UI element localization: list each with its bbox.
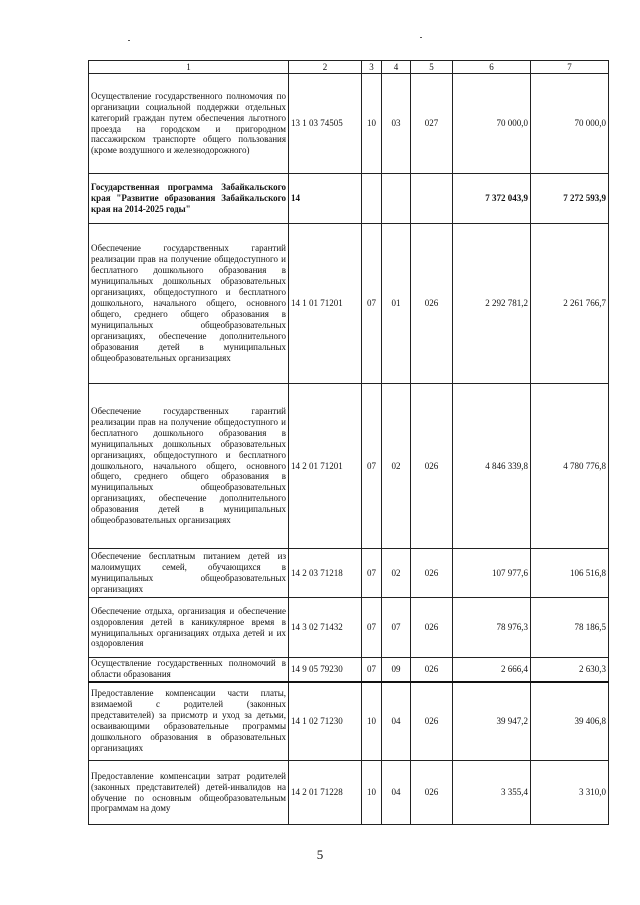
amount-year2-cell: 2 630,3	[531, 658, 609, 682]
table-row	[89, 549, 609, 598]
table-body	[89, 74, 609, 825]
target-code-cell: 14 1 02 71230	[289, 682, 362, 761]
section-cell: 07	[362, 598, 382, 658]
amount-year1-cell: 2 666,4	[453, 658, 531, 682]
target-code-cell: 14 3 02 71432	[289, 598, 362, 658]
table-row	[89, 761, 609, 825]
administrator-code-cell: 026	[411, 682, 453, 761]
row-name-cell: Осуществление государственного полномочия по организации социальной поддержки отдельных категорий граждан путем обеспечения льготного проезда на городском и пригородном пассажирском транспорте общего пользования (кроме воздушного и железнодорожного)	[89, 74, 289, 174]
amount-year2-cell: 4 780 776,8	[531, 384, 609, 549]
column-header-5: 5	[411, 61, 453, 74]
administrator-code-cell: 026	[411, 658, 453, 682]
amount-year1-cell: 2 292 781,2	[453, 224, 531, 384]
section-cell: 07	[362, 658, 382, 682]
subsection-cell: 02	[382, 384, 411, 549]
target-code-cell: 14 2 03 71218	[289, 549, 362, 598]
amount-year1-cell: 70 000,0	[453, 74, 531, 174]
amount-year1-cell: 3 355,4	[453, 761, 531, 825]
amount-year2-cell: 78 186,5	[531, 598, 609, 658]
row-name-cell: Обеспечение отдыха, организация и обеспечение оздоровления детей в каникулярное время в муниципальных организациях отдыха детей и их оздоровления	[89, 598, 289, 658]
table-row	[89, 224, 609, 384]
administrator-code-cell	[411, 174, 453, 224]
amount-year2-cell: 39 406,8	[531, 682, 609, 761]
scan-speck	[420, 37, 422, 38]
target-code-cell: 14 9 05 79230	[289, 658, 362, 682]
section-cell: 07	[362, 549, 382, 598]
subsection-cell: 07	[382, 598, 411, 658]
row-name-cell: Обеспечение государственных гарантий реализации прав на получение общедоступного и бесплатного дошкольного образования в муниципальных дошкольных образовательных организациях, общедоступного и бесплатного дошкольного, начального общего, основного общего, среднего общего образования в муниципальных общеобразовательных организациях, обеспечение дополнительного образования детей в муниципальных общеобразовательных организациях	[89, 384, 289, 549]
subsection-cell	[382, 174, 411, 224]
column-header-1: 1	[89, 61, 289, 74]
column-header-6: 6	[453, 61, 531, 74]
amount-year1-cell: 4 846 339,8	[453, 384, 531, 549]
section-cell: 10	[362, 682, 382, 761]
amount-year2-cell: 7 272 593,9	[531, 174, 609, 224]
section-cell	[362, 174, 382, 224]
budget-table	[88, 60, 609, 825]
amount-year1-cell: 7 372 043,9	[453, 174, 531, 224]
amount-year2-cell: 70 000,0	[531, 74, 609, 174]
target-code-cell: 14 1 01 71201	[289, 224, 362, 384]
section-cell: 07	[362, 384, 382, 549]
table-row	[89, 598, 609, 658]
scan-speck	[128, 40, 130, 41]
administrator-code-cell: 026	[411, 549, 453, 598]
row-name-cell: Предоставление компенсации части платы, взимаемой с родителей (законных представителей) за присмотр и уход за детьми, осваивающими образовательные программы дошкольного образования в образовательных организациях	[89, 682, 289, 761]
table-row	[89, 384, 609, 549]
column-header-4: 4	[382, 61, 411, 74]
section-cell: 10	[362, 761, 382, 825]
subsection-cell: 04	[382, 682, 411, 761]
page-number: 5	[316, 847, 324, 862]
header-row	[89, 61, 609, 74]
row-name-cell: Обеспечение бесплатным питанием детей из малоимущих семей, обучающихся в муниципальных общеобразовательных организациях	[89, 549, 289, 598]
target-code-cell: 14 2 01 71201	[289, 384, 362, 549]
administrator-code-cell: 026	[411, 761, 453, 825]
subsection-cell: 03	[382, 74, 411, 174]
table-row	[89, 682, 609, 761]
table-header	[89, 61, 609, 74]
target-code-cell: 13 1 03 74505	[289, 74, 362, 174]
subsection-cell: 04	[382, 761, 411, 825]
target-code-cell: 14 2 01 71228	[289, 761, 362, 825]
subsection-cell: 09	[382, 658, 411, 682]
column-header-2: 2	[289, 61, 362, 74]
amount-year2-cell: 106 516,8	[531, 549, 609, 598]
target-code-cell: 14	[289, 174, 362, 224]
section-cell: 10	[362, 74, 382, 174]
row-name-cell: Осуществление государственных полномочий в области образования	[89, 658, 289, 682]
row-name-cell: Государственная программа Забайкальского края "Развитие образования Забайкальского края на 2014-2025 годы"	[89, 174, 289, 224]
administrator-code-cell: 026	[411, 598, 453, 658]
table-row	[89, 74, 609, 174]
administrator-code-cell: 026	[411, 224, 453, 384]
table-row	[89, 174, 609, 224]
administrator-code-cell: 026	[411, 384, 453, 549]
administrator-code-cell: 027	[411, 74, 453, 174]
amount-year1-cell: 78 976,3	[453, 598, 531, 658]
amount-year1-cell: 107 977,6	[453, 549, 531, 598]
table-row	[89, 658, 609, 682]
row-name-cell: Предоставление компенсации затрат родителей (законных представителей) детей-инвалидов на обучение по основным общеобразовательным программам на дому	[89, 761, 289, 825]
subsection-cell: 02	[382, 549, 411, 598]
amount-year1-cell: 39 947,2	[453, 682, 531, 761]
column-header-7: 7	[531, 61, 609, 74]
row-name-cell: Обеспечение государственных гарантий реализации прав на получение общедоступного и бесплатного дошкольного образования в муниципальных дошкольных образовательных организациях, общедоступного и бесплатного дошкольного, начального общего, основного общего, среднего общего образования в муниципальных общеобразовательных организациях, обеспечение дополнительного образования детей в муниципальных общеобразовательных организациях	[89, 224, 289, 384]
column-header-3: 3	[362, 61, 382, 74]
amount-year2-cell: 2 261 766,7	[531, 224, 609, 384]
amount-year2-cell: 3 310,0	[531, 761, 609, 825]
subsection-cell: 01	[382, 224, 411, 384]
section-cell: 07	[362, 224, 382, 384]
